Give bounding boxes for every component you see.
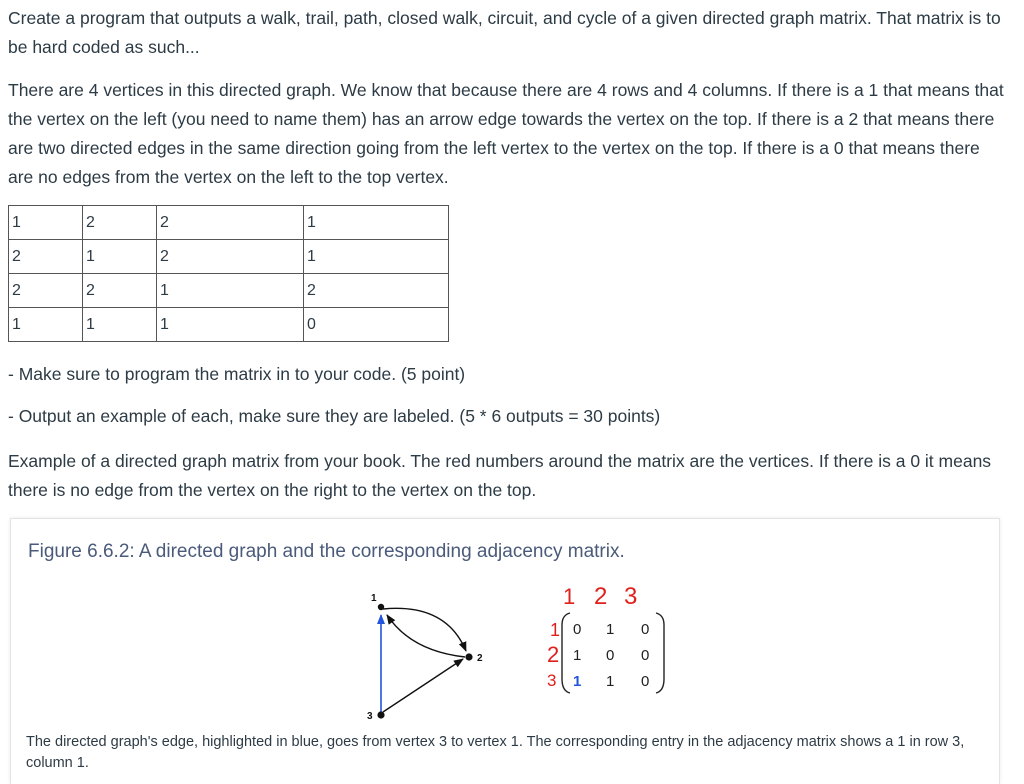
vertex-2 — [465, 653, 472, 660]
matrix-cell: 1 — [157, 274, 304, 308]
vertex-label-2: 2 — [477, 653, 483, 664]
vertex-label-3: 3 — [367, 711, 373, 722]
matrix-cell: 1 — [304, 240, 449, 274]
matrix-cell: 1 — [304, 206, 449, 240]
adj-cell: 0 — [641, 647, 650, 664]
figure-title: Figure 6.6.2: A directed graph and the corresponding adjacency matrix. — [28, 541, 625, 562]
matrix-cell: 2 — [9, 240, 83, 274]
matrix-cell: 2 — [304, 274, 449, 308]
adj-cell: 1 — [606, 621, 615, 638]
adj-cell-highlight: 1 — [573, 673, 582, 690]
table-row — [9, 274, 449, 308]
vertex-1 — [378, 604, 384, 610]
edge-1-to-2 — [383, 608, 466, 651]
matrix-cell: 2 — [9, 274, 83, 308]
adjacency-matrix-figure — [536, 579, 686, 711]
adj-cell: 0 — [641, 673, 650, 690]
adj-cell: 0 — [606, 647, 615, 664]
table-row — [9, 206, 449, 240]
handwritten-row-label-2: 2 — [547, 642, 560, 667]
matrix-cell: 1 — [83, 308, 157, 342]
matrix-cell: 0 — [304, 308, 449, 342]
handwritten-col-label-3: 3 — [624, 583, 638, 610]
table-row — [9, 308, 449, 342]
edge-3-to-2 — [383, 659, 463, 712]
table-row — [9, 240, 449, 274]
adj-cell: 0 — [573, 621, 582, 638]
example-paragraph: Example of a directed graph matrix from your book. The red numbers around the matrix are the vertices. If there is a 0 it means there is no edge from the vertex on the right to the vertex on the top. — [8, 451, 992, 500]
left-bracket — [562, 613, 570, 693]
vertex-label-1: 1 — [371, 593, 377, 604]
matrix-cell: 2 — [157, 206, 304, 240]
handwritten-row-label-3: 3 — [547, 671, 557, 690]
handwritten-row-label-1: 1 — [550, 620, 561, 640]
requirement-outputs: - Output an example of each, make sure they are labeled. (5 * 6 outputs = 30 points) — [8, 406, 661, 426]
vertex-3 — [377, 711, 384, 718]
handwritten-col-label-2: 2 — [594, 583, 608, 610]
matrix-cell: 2 — [83, 206, 157, 240]
intro-paragraph: Create a program that outputs a walk, trail, path, closed walk, circuit, and cycle of a given directed graph matrix. That matrix is to be hard coded as such... — [8, 8, 1001, 57]
matrix-cell: 1 — [83, 240, 157, 274]
figure-panel — [10, 518, 1000, 784]
matrix-cell: 1 — [9, 206, 83, 240]
figure-caption: The directed graph's edge, highlighted in blue, goes from vertex 3 to vertex 1. The corresponding entry in the adjacency matrix shows a 1 in row 3, column 1. — [26, 734, 965, 771]
explanation-paragraph: There are 4 vertices in this directed graph. We know that because there are 4 rows and 4 columns. If there is a 1 that means that the vertex on the left (you need to name them) has an arrow edge towards the vertex on the top. If there is a 2 that means there are two directed edges in the same direction going from the left vertex to the vertex on the top. If there is a 0 that means there are no edges from the vertex on the left to the top vertex. — [8, 80, 1004, 187]
right-bracket — [656, 613, 664, 693]
handwritten-col-label-1: 1 — [563, 584, 576, 609]
adj-cell: 1 — [606, 673, 615, 690]
directed-graph-diagram — [341, 585, 501, 730]
matrix-cell: 2 — [157, 240, 304, 274]
matrix-cell: 2 — [83, 274, 157, 308]
matrix-cell: 1 — [9, 308, 83, 342]
matrix-cell: 1 — [157, 308, 304, 342]
adj-cell: 0 — [641, 621, 650, 638]
edge-2-to-1 — [387, 615, 465, 657]
requirement-matrix: - Make sure to program the matrix in to your code. (5 point) — [8, 364, 466, 384]
adj-cell: 1 — [573, 647, 582, 664]
graph-matrix-table — [8, 205, 449, 342]
